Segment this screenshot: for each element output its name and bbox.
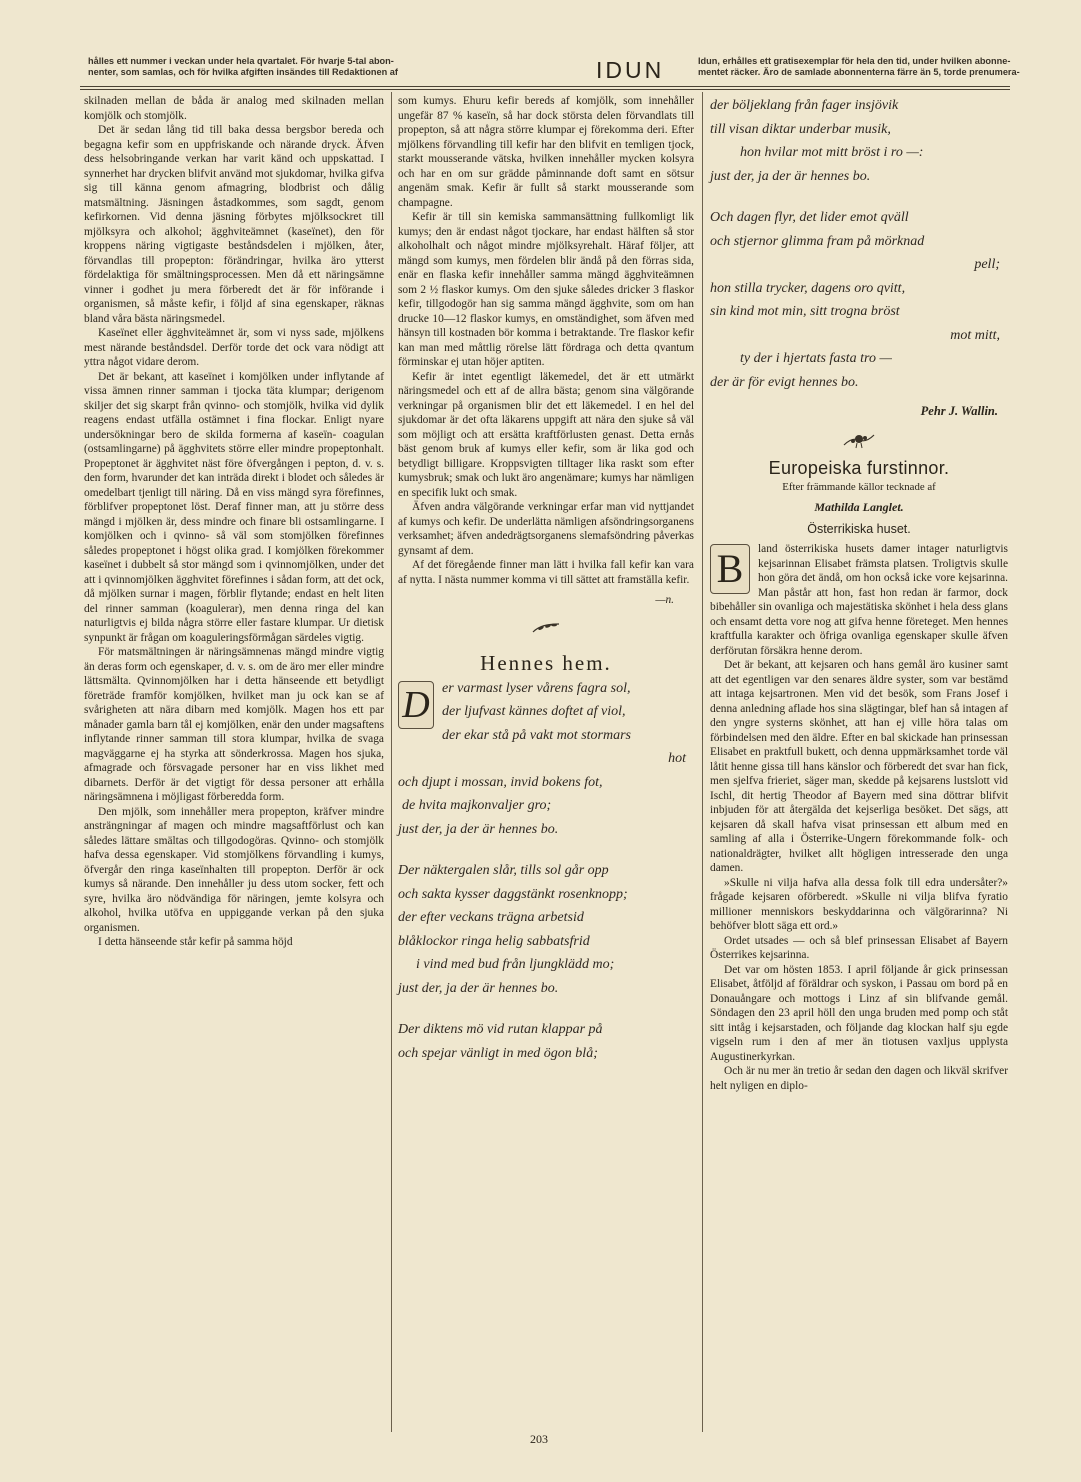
col1-paragraph: Det är sedan lång tid till baka dessa bergsbor bereda och begagna kefir som en uppfriskande och närande dryck. Äfven dess helsobringande verkan har varit känd och uppskattad. I synnerhet har drycken blifvit använd mot sjukdomar, hvilka gifva sig till känna genom afmagring, blodbrist och dålig matsmältning. Jäsningen åstadkommes, som sagdt, genom kefirkornen. Vid denna jäsning förbytes mjölksockret till mjölksyra och alkohol; ägghviteämnet (kaseïnet), den för kroppens näring vigtigaste beståndsdelen i mjölken, åter, förvandlas till propepton: förändringar, hvilka äro ytterst fördelaktiga för smältningsprocessen. Men då ett näringsämne vinner i godhet ju mera förberedt det är för införande i organismen, så måste kefir, i följd af sina egenskaper, räknas bland våra bästa näringsmedel. — [84, 124, 384, 325]
column-1 — [84, 94, 384, 950]
poem-line: och djupt i mossan, invid bokens fot, — [398, 774, 603, 790]
article-initial: B — [710, 544, 750, 594]
poem-line: der ekar stå på vakt mot stormars — [442, 727, 631, 743]
poem-line: just der, ja der är hennes bo. — [398, 821, 559, 837]
col1-paragraph: Den mjölk, som innehåller mera propepton, kräfver mindre ansträngningar af magen och mindre magsaftförlust och kan således lättare smältas och tillgodogöras. Qvinno- och stomjölk hafva dessa egenskaper. Vid stomjölkens förvandling i kumys, öfvergår den ringa kaseïnhalten till propepton. Derför är ock kumys så närande. Den innehåller ju dess utom socker, fett och syre, hvilka äro nödvändiga för näringen, jemte kolsyra och alkohol, hvilka utöfva en uppiggande verkan på den sjuka organismen. — [84, 805, 384, 934]
col2-paragraph: Kefir är till sin kemiska sammansättning fullkomligt lik kumys; den är endast något tjockare, har endast hälften så stor alkoholhalt och något mindre mjölksyrehalt. Häraf följer, att mängd som kumys, men fördelen blir ändå på den förras sida, enär en flaska kefir innehåller samma mängd ägghviteämnen som 2 ½ flaskor kumys. Om den sjuke således dricker 3 flaskor kefir, tillgodogör han sig samma mängd ägghvite, som om han drucke 10—12 flaskor kumys, en omständighet, som äfven med hänsyn till kostnaden bör komma i betraktande. Tre flaskor kefir kan man med måttlig rörelse lätt fördraga och detta qvantum förminskar ej utan höjer aptiten. — [398, 211, 694, 368]
col2-paragraph: Kefir är intet egentligt läkemedel, det är ett utmärkt näringsmedel och ett af de allra bästa; genom sina välgörande verkningar på organismen blir det ett läkemedel. I en hel del sjukdomar är det ofta läkarens uppgift att nära den sjuke så väl som möjligt och att ersätta kraftförlusten genast. Detta ernås bäst genom bruk af kumys eller kefir, som är lika god och betydligt billigare. Kroppsvigten tilltager lika raskt som efter kumysbruk; smak och lukt äro angenämare; kumys har nämligen en specifik lukt och smak. — [398, 370, 694, 499]
poem-line: hon hvilar mot mitt bröst i ro —: — [740, 145, 924, 160]
poem-line: er varmast lyser vårens fagra sol, — [442, 680, 631, 696]
article-paragraph: land österrikiska husets damer intager naturligtvis kejsarinnan Elisabet främsta platsen. Troligtvis skulle hon göra det ändå, om hon också icke vore kejsarinna. Man påstår att hon, fast hon redan är farmor, dock bibehåller sin ovanliga och majestätiska skönhet i hela dess glans och ensamt detta vore nog att gifva henne företeget. Men hennes kraftfulla karakter och öfriga ovanliga egenskaper skulle äfven derförutan försäkra henne derom. — [710, 543, 1008, 657]
article-paragraph: Det var om hösten 1853. I april följande år gick prinsessan Elisabet, åtföljd af föräldrar och syskon, i Passau om bord på en Donauångare och mottogs i Linz af sin blifvande gemål. Söndagen den 23 april höll den unga bruden med pomp och ståt sitt intåg i kejsarstaden, och följande dag klockan half sju egde vigseln rum i den af mer än tiotusen vaxljus upplysta Augustinerkyrkan. — [710, 963, 1008, 1063]
header-right-notice: Idun, erhålles ett gratisexemplar för hela den tid, under hvilken abonne- mentet räcker. Äro de samlade abonnenterna färre än 5, torde prenumera- — [698, 56, 1020, 77]
poem-author: Pehr J. Wallin. — [920, 404, 998, 418]
col1-paragraph: Kaseïnet eller ägghviteämnet är, som vi nyss sade, mjölkens mest närande beståndsdel. Derför torde det ock vara nödigt att yttra något vidare derom. — [84, 327, 384, 368]
poem-line: mot mitt, — [950, 327, 1000, 343]
flower-ornament-icon — [710, 431, 1008, 454]
article-subtitle: Efter främmande källor tecknade af — [782, 480, 936, 493]
article-section-heading: Österrikiska huset. — [807, 521, 911, 536]
poem-line: ty der i hjertats fasta tro — — [740, 351, 892, 366]
poem-line: der böljeklang från fager insjövik — [710, 98, 899, 113]
poem-line: Och dagen flyr, det lider emot qväll — [710, 210, 909, 225]
col1-paragraph: skilnaden mellan de båda är analog med skilnaden mellan komjölk och stomjölk. — [84, 95, 384, 122]
poem-initial: D — [398, 681, 434, 729]
column-3 — [710, 94, 1008, 1093]
col1-paragraph: I detta hänseende står kefir på samma höjd — [98, 936, 293, 948]
header-rule-2 — [80, 89, 1010, 90]
poem-line: Der diktens mö vid rutan klappar på — [398, 1022, 603, 1037]
poem-line: de hvita majkonvaljer gro; — [402, 798, 552, 813]
poem-line: och spejar vänligt in med ögon blå; — [398, 1045, 598, 1061]
leaf-ornament-icon — [398, 622, 694, 639]
poem-line: der ljufvast kännes doftet af viol, — [442, 704, 626, 719]
poem-line: till visan diktar underbar musik, — [710, 121, 891, 137]
poem-line: och sakta kysser daggstänkt rosenknopp; — [398, 886, 628, 902]
poem-line: Der näktergalen slår, tills sol går opp — [398, 863, 609, 878]
article-paragraph: Och är nu mer än tretio år sedan den dagen och likväl skrifver helt nyligen en diplo- — [710, 1065, 1008, 1092]
poem-hennes-hem — [398, 677, 694, 1066]
header-rule — [80, 86, 1010, 87]
col2-paragraph: Af det föregående finner man lätt i hvilka fall kefir kan vara af nytta. I nästa nummer komma vi till sättet att framställa kefir. — [398, 559, 694, 586]
article-signature: —n. — [655, 594, 674, 606]
poem-line: blåklockor ringa helig sabbatsfrid — [398, 933, 590, 949]
poem-line: just der, ja der är hennes bo. — [710, 168, 871, 184]
poem-line: i vind med bud från ljungklädd mo; — [416, 957, 615, 972]
col2-paragraph: som kumys. Ehuru kefir bereds af komjölk, som innehåller ungefär 87 % kaseïn, så har dock största delen förvandlats till propepton, så att några större klumpar ej förekomma deri. Efter mjölkens förvandling till kefir har den blifvit en temligen tjock, starkt mousserande vätska, hvilken innehåller mycken kolsyra och har en om sur grädde påminnande doft samt en sötsur angenäm smak. Kefir är fullt så starkt mousserande som champagne. — [398, 95, 694, 209]
col1-paragraph: För matsmältningen är näringsämnenas mängd mindre vigtig än deras form och egenskaper, d. v. s. om de äro mer eller mindre lättsmälta. Qvinnomjölken har i detta hänseende ett betydligt företräde framför komjölken, hvilket man ju ock kan se af svårigheten att nära dibarn med komjölk. Magen hos ett par månader gamla barn tål ej komjölken, enär den under magsaftens inflytande rinner samman till stora klumpar, hvilka de svaga magväggarne ej ha styrka att sönderkrossa. Magen hos sjuka, afmagrade och försvagade personer har en viss likhet med dibarnets. Derför är det vigtigt för dessa personer att erhålla näringsämnena i möjligast förberedda form. — [84, 646, 384, 803]
column-divider-1 — [391, 92, 392, 1432]
col2-paragraph: Äfven andra välgörande verkningar erfar man vid nyttjandet af kumys och kefir. De underlätta nämligen afsöndringsorganens verksamhet; äfven andedrägtsorganens slemafsöndring påverkas gynsamt af dem. — [398, 501, 694, 557]
poem-line: sin kind mot min, sitt trogna bröst — [710, 304, 900, 319]
col1-paragraph: Det är bekant, att kaseïnet i komjölken under inflytande af vissa ämnen rinner samman i tjocka täta klumpar; derigenom skiljer det sig skarpt från qvinno- och stomjölk, hvilka vid dylik reagens endast utfälla ostämnet i fina flockar. Enligt nyare undersökningar bero de skilda formerna af kaseïn- coagulan (ostsamlingarne) på ägghvitets större eller mindre propeptonhalt. Propeptonet är ägghvitet näst före öfvergången i pepton, d. v. s. den form, hvarunder det kan inträda direkt i blodet och således är omedelbart tjenligt till näring. Då en viss mängd syra förefinnes, förblifver propeptonet löst. Deraf finner man, att ju större dess mängd i mjölken är, dess mindre och finare bli ostsamlingarne. I komjölken och i qvinno- så väl som stomjölken förefinnes således propeptonet i högst olika grad. I komjölken förekommer kaseïnet i dubbelt så stor mängd som i qvinnomjölken, under det att i qvinnomjölken ägghvitet förefinnes i sådan form, att det ock, då mjölken surnar i magen, förblir flytande; endast en helt liten del rinner samman (koagulerar), men denna ringa del kan naturligtvis ej bilda några större eller fastare klumpar. Ur dietisk synpunkt är frågan om koaguleringsförmågan särdeles vigtig. — [84, 370, 384, 644]
poem-line: just der, ja der är hennes bo. — [398, 980, 559, 996]
poem-line: och stjernor glimma fram på mörknad — [710, 233, 925, 249]
poem-line: hot — [668, 751, 686, 766]
article-title: Europeiska furstinnor. — [768, 458, 950, 478]
article-paragraph: Ordet utsades — och så blef prinsessan Elisabet af Bayern Österrikes kejsarinna. — [710, 934, 1008, 961]
header-left-notice: hålles ett nummer i veckan under hela qvartalet. För hvarje 5-tal abon- nenter, som samlas, och för hvilka afgiften insändes till Redaktionen af — [88, 56, 398, 77]
article-paragraph: »Skulle ni vilja hafva alla dessa folk till edra undersåter?» frågade kejsaren oförberedt. »Skulle ni vilja blifva fyratio millioner menniskors beskyddarinna och välgörarinna? Ni behöfver blott säga ett ord.» — [710, 876, 1008, 932]
poem-line: hon stilla trycker, dagens oro qvitt, — [710, 280, 906, 296]
column-divider-2 — [702, 92, 703, 1432]
page-number: 203 — [530, 1432, 548, 1446]
page-header — [88, 56, 1071, 84]
article-author: Mathilda Langlet. — [814, 500, 904, 514]
poem-line: der efter veckans trägna arbetsid — [398, 910, 584, 925]
poem-line: pell; — [974, 257, 1000, 272]
poem-title: Hennes hem. — [480, 651, 612, 675]
column-2 — [398, 94, 694, 1065]
article-paragraph: Det är bekant, att kejsaren och hans gemål äro kusiner samt att det egentligen var den senares äldre syster, som var bestämd att intaga kejsartronen. Men vid det besök, som Frans Josef i denna anledning aflade hos sina slägtingar, blef han så intagen af den yngre systerns skönhet, att han ej ville höra talas om förbindelsen med den äldre. Efter en bal skickade han prinsessan Elisabet en praktfull bukett, och denna uppmärksamhet torde väl låtit henne gissa till hans känslor och förberedt det svar han fick, men sjelfva frieriet, säger man, skedde på kejsarens lustslott vid Ischl, dit hertig Theodor af Bayern med sina döttrar blifvit inbjuden för att återgälda det kejserliga besöket. Det sägs, att kejsaren då skall hafva visat prinsessan ett album med en samling af alla i Österrike-Ungern förekommande folk- och nationaldrägter, hvilket allt högligen intresserade den unga damen. — [710, 659, 1008, 874]
magazine-title: IDUN — [596, 57, 665, 83]
poem-line: der är för evigt hennes bo. — [710, 374, 859, 390]
poem-continuation — [710, 94, 1008, 394]
